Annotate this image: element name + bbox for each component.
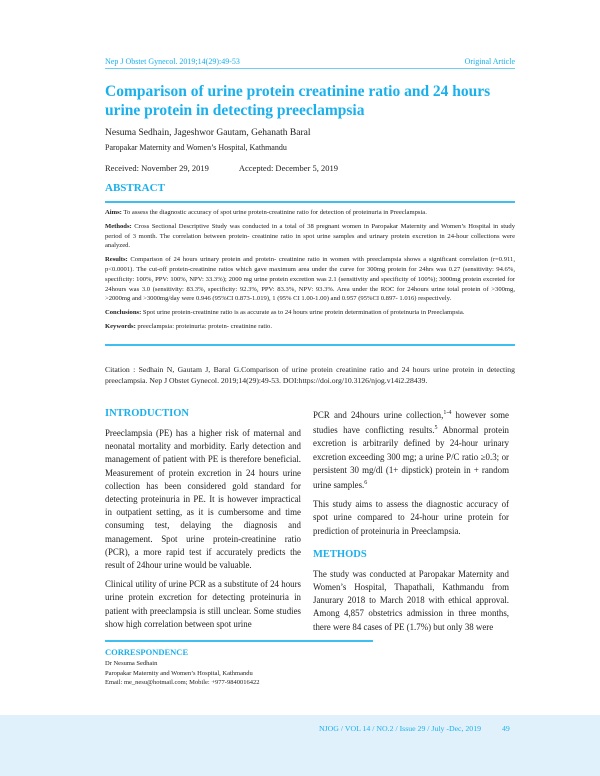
article-type: Original Article <box>464 57 515 66</box>
aims-text: To assess the diagnostic accuracy of spot urine protein-creatinine ratio for detection of proteinuria in Preeclampsia. <box>121 209 427 216</box>
affiliation: Paropakar Maternity and Women’s Hospital, Kathmandu <box>105 143 287 152</box>
left-column <box>105 407 301 637</box>
paragraph: PCR and 24hours urine collection,$^{1-4}$ however some studies have conflicting results.$^5$ Abnormal protein excretion is arbitrarily defined by 24-hour urinary excretion exceeding 300 mg; a urine P/C ratio ≥0.3; or persistent 30 mg/dl (1+ dipstick) protein in + random urine samples.$^6$ <box>313 409 509 490</box>
accepted-date: Accepted: December 5, 2019 <box>238 163 338 173</box>
dates <box>105 163 338 173</box>
correspondent-contact: Email: me_nesu@hotmail.com; Mobile: +977-9840016422 <box>105 679 260 687</box>
authors: Nesuma Sedhain, Jageshwor Gautam, Gehanath Baral <box>105 128 311 138</box>
introduction-heading: INTRODUCTION <box>105 408 190 419</box>
running-header <box>105 57 515 69</box>
footer <box>0 715 600 776</box>
paragraph: Clinical utility of urine PCR as a substitute of 24 hours urine protein excretion for detecting proteinuria in patient with preeclampsia is still unclear. Some studies show high correlation between spot urine <box>105 579 301 629</box>
divider <box>105 201 515 203</box>
right-column <box>313 407 509 640</box>
received-date: Received: November 29, 2019 <box>105 163 209 173</box>
paragraph: Preeclampsia (PE) has a higher risk of maternal and neonatal mortality and morbidity. Early detection and management of patient with PE is therefore beneficial. Measurement of protein excretion in 24 hours urine collection has been considered gold standard for detecting proteinuria in PE. It is however impractical in outpatient setting, as it is cumbersome and time consuming test, delaying the diagnosis and management. Spot urine protein-creatinine ratio (PCR), a more rapid test if accurately predicts the result of 24hour urine would be valuable. <box>105 428 301 571</box>
conclusions-label: Conclusions: <box>105 309 142 317</box>
aims-label: Aims: <box>105 209 122 216</box>
keywords-label: Keywords: <box>105 322 136 330</box>
results-label: Results: <box>105 256 128 264</box>
abstract-heading: ABSTRACT <box>105 182 165 194</box>
conclusions-text: Spot urine protein-creatinine ratio is as accurate as to 24 hours urine protein determination of proteinuria in Preeclampsia. <box>141 309 465 317</box>
methods-text: Cross Sectional Descriptive Study was conducted in a total of 38 pregnant women in Paropakar Maternity and Women’s Hospital in study period of 3 month. The correlation between protein- creatinine ratio in spot urine samples and urinary protein excretion in 24-hour collections were analyzed. <box>105 222 515 250</box>
correspondence-heading: CORRESPONDENCE <box>105 647 189 657</box>
results-text: Comparison of 24 hours urinary protein and protein- creatinine ratio in women with preeclampsia shows a significant correlation (r=0.911, p<0.0001). The cut-off protein-creatinine ratios which gave maximum area under the curve for 300mg protein for 24hrs was 0.27 (sensitivity: 94.6%, specificity: 100%, PPV: 100%, NPV: 33.3%); 2000 mg urine protein excretion was 2.1 (sensitivity and specificity of 100%); 3000mg protein excreted for 24hours was 3.0 (sensitivity: 83.3%, specificity: 92.3%, PPV: 83.3%, NPV: 93.3%. Area under the ROC for 24hours urine total protein of >300mg, >2000mg and >3000mg/day were 0.946 (95%CI 0.873-1.019), 1 (95% CI 1.00-1.00) and 0.957 (95%CI 0.897- 1.016) respectively. <box>105 256 515 303</box>
methods-heading: METHODS <box>313 548 367 560</box>
citation: Citation : Sedhain N, Gautam J, Baral G.Comparison of urine protein creatinine ratio and 24 hours urine protein in detecting preeclampsia. Nep J Obstet Gynecol. 2019;14(29):49-53. DOI:https://doi.org/10.3126/njog.v14i2.28439. <box>105 365 515 385</box>
correspondent-affiliation: Paropakar Maternity and Women’s Hospital, Kathmandu <box>105 669 253 677</box>
abstract <box>105 208 515 336</box>
paragraph: This study aims to assess the diagnostic accuracy of spot urine compared to 24-hour urine protein for prediction of proteinuria in Preeclampsia. <box>313 499 509 536</box>
divider <box>105 640 373 642</box>
correspondent-name: Dr Nesuma Sedhain <box>105 660 158 668</box>
keywords-text: preeclampsia: proteinuria: protein- creatinine ratio. <box>135 322 272 330</box>
paragraph: The study was conducted at Paropakar Maternity and Women’s Hospital, Thapathali, Kathmandu from Janurary 2018 to March 2018 with ethical approval. Among 4,857 obstetrics admission in three months, there were 84 cases of PE (1.7%) but only 38 were <box>313 568 509 632</box>
methods-label: Methods: <box>105 222 132 230</box>
page-number: 49 <box>502 724 510 733</box>
divider <box>105 344 515 346</box>
footer-journal-info: NJOG / VOL 14 / NO.2 / Issue 29 / July -Dec, 2019 <box>319 724 481 733</box>
journal-reference: Nep J Obstet Gynecol. 2019;14(29):49-53 <box>105 57 240 66</box>
article-title: Comparison of urine protein creatinine ratio and 24 hours urine protein in detecting preeclampsia <box>105 83 491 119</box>
correspondence <box>105 648 259 688</box>
